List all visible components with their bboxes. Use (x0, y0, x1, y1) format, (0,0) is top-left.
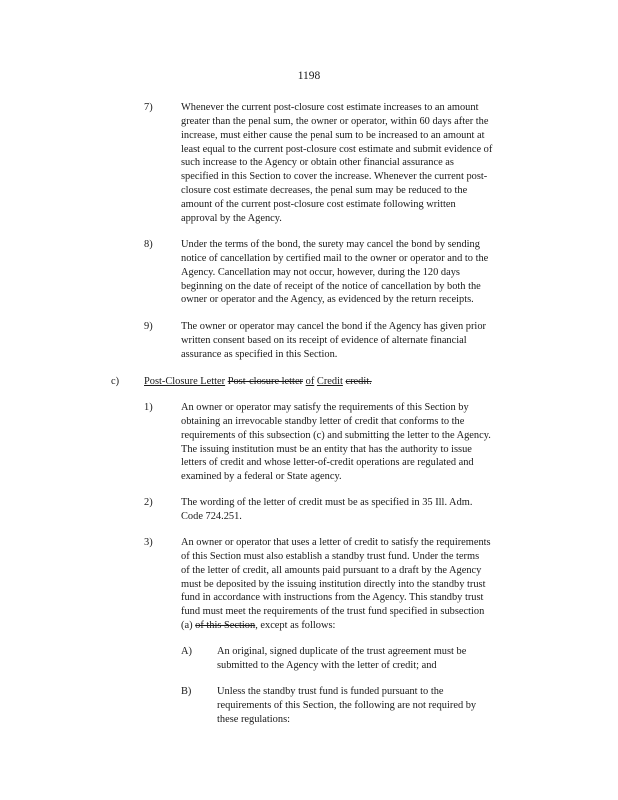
text-fragment: , except as follows: (255, 620, 336, 632)
item-number: 8) (144, 239, 153, 250)
section-heading (144, 375, 372, 389)
text-line: obtaining an irrevocable standby letter of credit that conforms to the (181, 415, 465, 427)
text-line: An owner or operator may satisfy the requirements of this Section by (181, 402, 469, 413)
text-line: fund must meet the requirements of the trust fund specified in subsection (181, 606, 485, 618)
item-text (181, 238, 541, 307)
text-line: increase, must either cause the penal sum to be increased to an amount at (181, 129, 485, 141)
text-line: must be deposited by the issuing institution directly into the standby trust (181, 578, 486, 590)
text-line: requirements of this Section, the following are not required by (217, 699, 477, 711)
text-line: Unless the standby trust fund is funded pursuant to the (217, 686, 444, 697)
text-line: requirements of this subsection (c) and submitting the letter to the Agency. (181, 429, 491, 441)
text-line: least equal to the current post-closure cost estimate and submit evidence of (181, 143, 493, 155)
item-text (181, 401, 541, 484)
text-line: approval by the Agency. (181, 212, 282, 224)
item-number: 1) (144, 402, 153, 413)
text-line: Code 724.251. (181, 510, 242, 522)
text-line: letters of credit and whose letter-of-credit operations are regulated and (181, 457, 474, 469)
item-number: 2) (144, 497, 153, 508)
text-line: Whenever the current post-closure cost estimate increases to an amount (181, 102, 479, 113)
text-line: examined by a federal or State agency. (181, 471, 342, 483)
heading-inserted-text: Post-Closure Letter (144, 376, 226, 387)
text-line: fund in accordance with instructions from the Agency. This standby trust (181, 592, 484, 604)
heading-plain-text: of (305, 376, 315, 387)
item-number: 7) (144, 102, 153, 113)
text-line: amount of the current post-closure cost estimate following written (181, 198, 456, 210)
item-text (217, 645, 517, 673)
item-number: B) (181, 686, 192, 697)
text-line: An original, signed duplicate of the trust agreement must be (217, 646, 467, 657)
text-line: of this Section must also establish a standby trust fund. Under the terms (181, 550, 480, 562)
text-line: assurance as specified in this Section. (181, 348, 338, 360)
text-line: The issuing institution must be an entity that has the authority to issue (181, 443, 472, 455)
text-line: submitted to the Agency with the letter of credit; and (217, 659, 437, 671)
item-number: 3) (144, 537, 153, 548)
struck-text: of this Section (195, 620, 256, 632)
text-line: such increase to the Agency or obtain other financial assurance as (181, 157, 454, 169)
item-number: A) (181, 646, 192, 657)
page-number: 1198 (297, 70, 321, 82)
text-line: these regulations: (217, 713, 291, 725)
text-line: Under the terms of the bond, the surety may cancel the bond by sending (181, 239, 480, 250)
text-line: Agency. Cancellation may not occur, however, during the 120 days (181, 266, 460, 278)
text-line: written consent based on its receipt of evidence of alternate financial (181, 334, 467, 346)
text-line: An owner or operator that uses a letter of credit to satisfy the requirements (181, 537, 491, 548)
text-line: specified in this Section to cover the increase. Whenever the current post- (181, 171, 488, 183)
text-line: notice of cancellation by certified mail to the owner or operator and to the (181, 252, 489, 264)
text-line: beginning on the date of receipt of the notice of cancellation by both the (181, 280, 481, 292)
text-line: of the letter of credit, all amounts paid pursuant to a draft by the Agency (181, 564, 482, 576)
text-line: owner or operator and the Agency, as evidenced by the return receipts. (181, 294, 474, 306)
text-line: The owner or operator may cancel the bond if the Agency has given prior (181, 321, 486, 332)
item-text (181, 496, 541, 524)
item-number: 9) (144, 321, 153, 332)
item-text (181, 320, 541, 362)
item-text (217, 685, 517, 727)
heading-struck-text: Post-closure letter (227, 376, 304, 387)
heading-inserted-text-2: Credit (316, 376, 343, 387)
text-fragment: (a) (181, 620, 193, 632)
text-line: The wording of the letter of credit must be as specified in 35 Ill. Adm. (181, 497, 473, 508)
item-text (181, 101, 541, 226)
section-label: c) (111, 376, 120, 387)
text-line: greater than the penal sum, the owner or operator, within 60 days after the (181, 115, 489, 127)
heading-struck-text-2: credit. (345, 376, 372, 387)
text-line: closure cost estimate decreases, the penal sum may be reduced to the (181, 185, 468, 197)
text-line (181, 619, 541, 633)
item-text (181, 536, 541, 633)
